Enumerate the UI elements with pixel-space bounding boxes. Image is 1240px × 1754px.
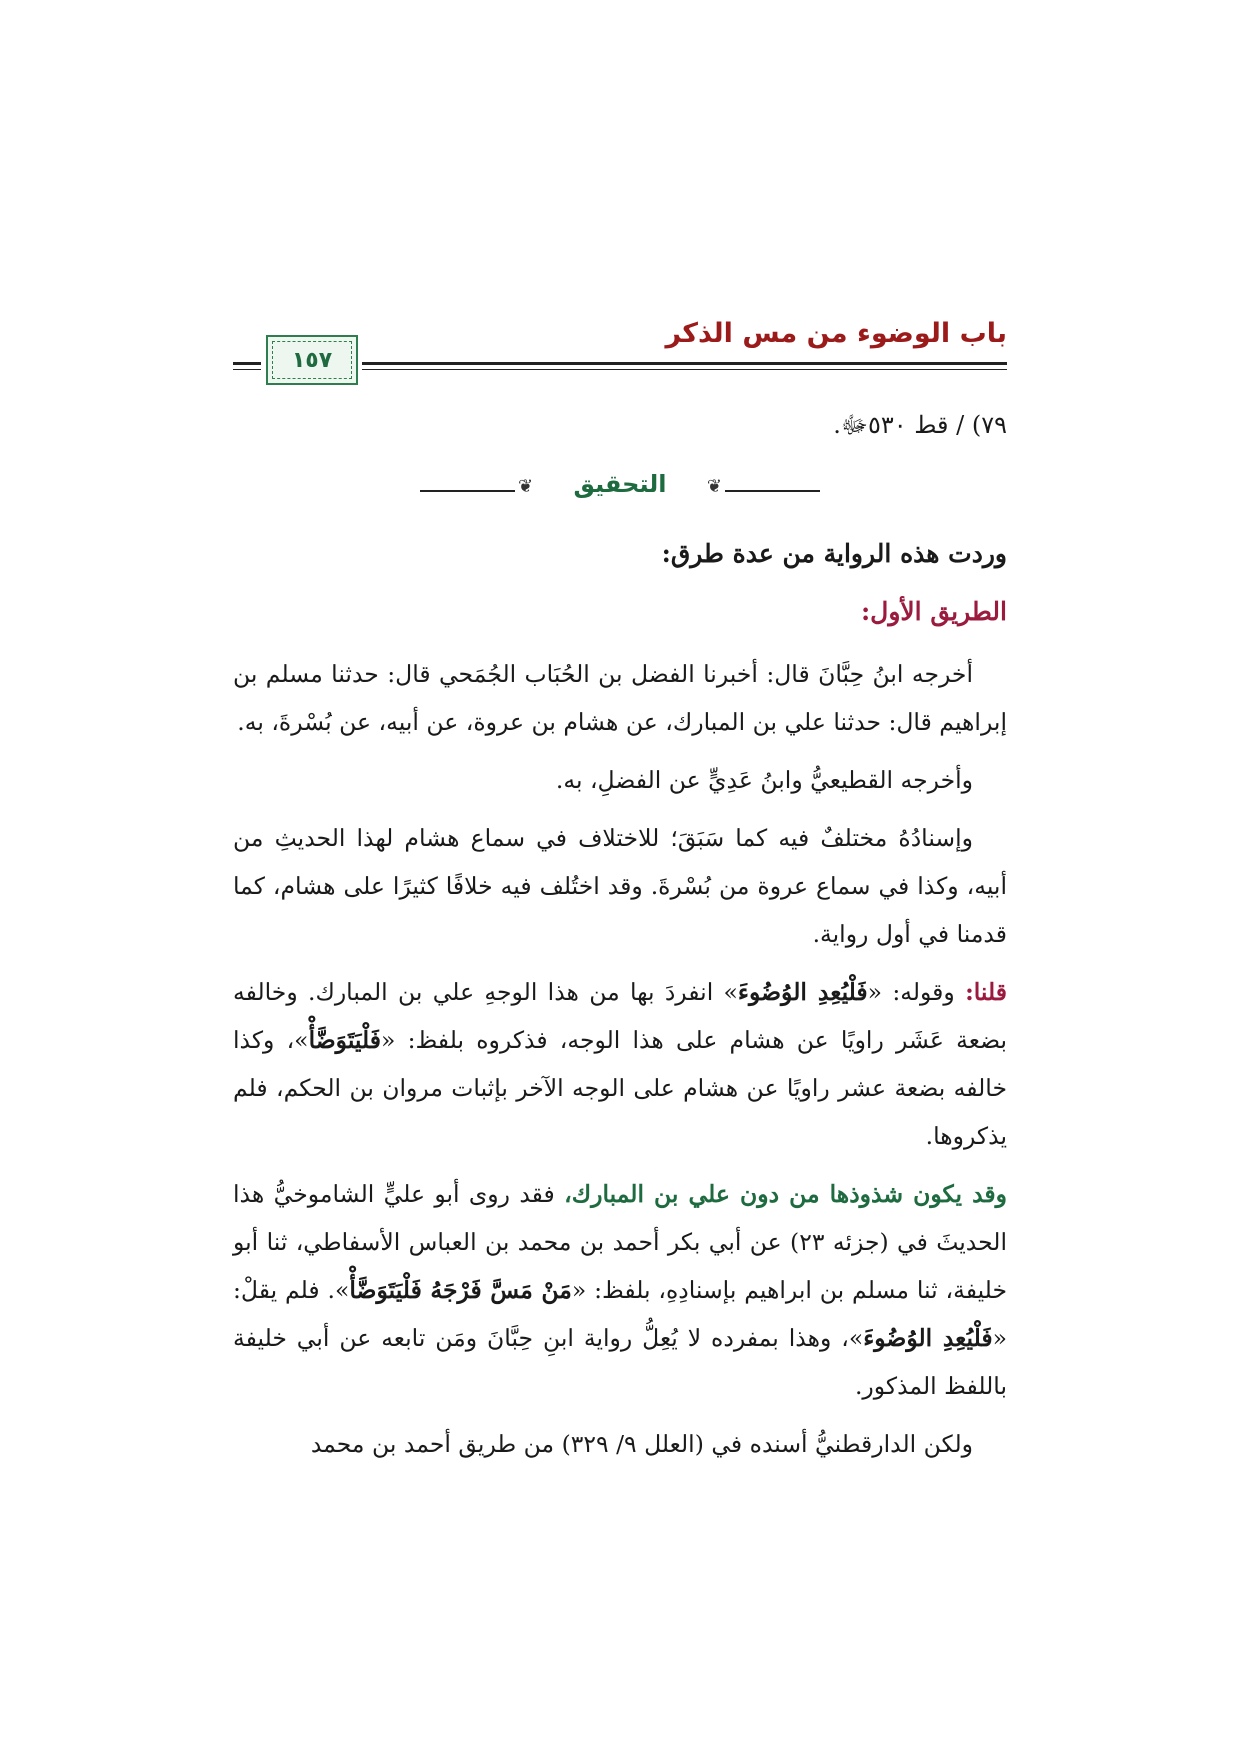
ornament-icon: ❦ [518,476,534,497]
header-rule-thin [362,369,1007,370]
paragraph: قلنا: وقوله: «فَلْيُعِدِ الوُضُوءَ» انفردَ بها من هذا الوجهِ علي بن المبارك. وخالفه بضعة عَشَر راويًا عن هشام على هذا الوجه، فذكروه بلفظ: «فَلْيَتَوَضَّأْ»، وكذا خالفه بضعة عشر راويًا عن هشام على الوجه الآخر بإثبات مروان بن الحكم، فلم يذكروها. [233,978,1008,1150]
header-rule-left [233,362,261,365]
qulna-label: قلنا: [965,978,1008,1006]
running-header [233,318,1007,388]
paragraph: أخرجه ابنُ حِبَّانَ قال: أخبرنا الفضل بن الحُبَاب الجُمَحي قال: حدثنا مسلم بن إبراهيم قال: حدثنا علي بن المبارك، عن هشام بن عروة، عن أبيه، عن بُسْرةَ، به. [233,660,1007,736]
quoted-wording: مَنْ مَسَّ فَرْجَهُ فَلْيَتَوَضَّأْ [349,1276,572,1304]
emphasis-lead: وقد يكون شذوذها من دون علي بن المبارك، [564,1180,1007,1208]
page-number-badge [266,335,358,385]
body-text [233,530,1007,1478]
source-reference: ٧٩) / قط ٥٣٠ﷻ. [833,411,1007,439]
path-heading: الطريق الأول: [860,597,1007,626]
quoted-wording: فَلْيَتَوَضَّأْ [308,1026,382,1054]
header-rule [362,362,1007,365]
paragraph: وأخرجه القطيعيُّ وابنُ عَدِيٍّ عن الفضلِ، به. [555,766,973,794]
section-title: التحقيق [573,470,667,498]
quoted-wording: فَلْيُعِدِ الوُضُوءَ [863,1324,993,1352]
ornament-icon: ❦ [706,476,722,497]
paragraph: وقد يكون شذوذها من دون علي بن المبارك، فقد روى أبو عليٍّ الشاموخيُّ هذا الحديثَ في (جزئه ٢٣) عن أبي بكر أحمد بن محمد بن العباس الأسفاطي، ثنا أبو خليفة، ثنا مسلم بن ابراهيم بإسنادِهِ، بلفظ: «مَنْ مَسَّ فَرْجَهُ فَلْيَتَوَضَّأْ». فلم يقلْ: «فَلْيُعِدِ الوُضُوءَ»، وهذا بمفرده لا يُعِلُّ رواية ابنِ حِبَّانَ ومَن تابعه عن أبي خليفة باللفظ المذكور. [233,1180,1008,1400]
paragraph: ولكن الدارقطنيُّ أسنده في (العلل ٩/ ٣٢٩) من طريق أحمد بن محمد [310,1430,973,1458]
intro-line: وردت هذه الرواية من عدة طرق: [661,539,1007,568]
quoted-wording: فَلْيُعِدِ الوُضُوءَ [737,978,868,1006]
paragraph: وإسنادُهُ مختلفٌ فيه كما سَبَقَ؛ للاختلاف في سماع هشام لهذا الحديثِ من أبيه، وكذا في سماع عروة من بُسْرةَ. وقد اختُلف فيه خلافًا كثيرًا على هشام، كما قدمنا في أول رواية. [233,824,1007,948]
section-divider [420,468,820,508]
page-number: ١٥٧ [291,347,333,373]
chapter-title: باب الوضوء من مس الذكر [665,318,1007,349]
header-rule-left-thin [233,369,261,370]
